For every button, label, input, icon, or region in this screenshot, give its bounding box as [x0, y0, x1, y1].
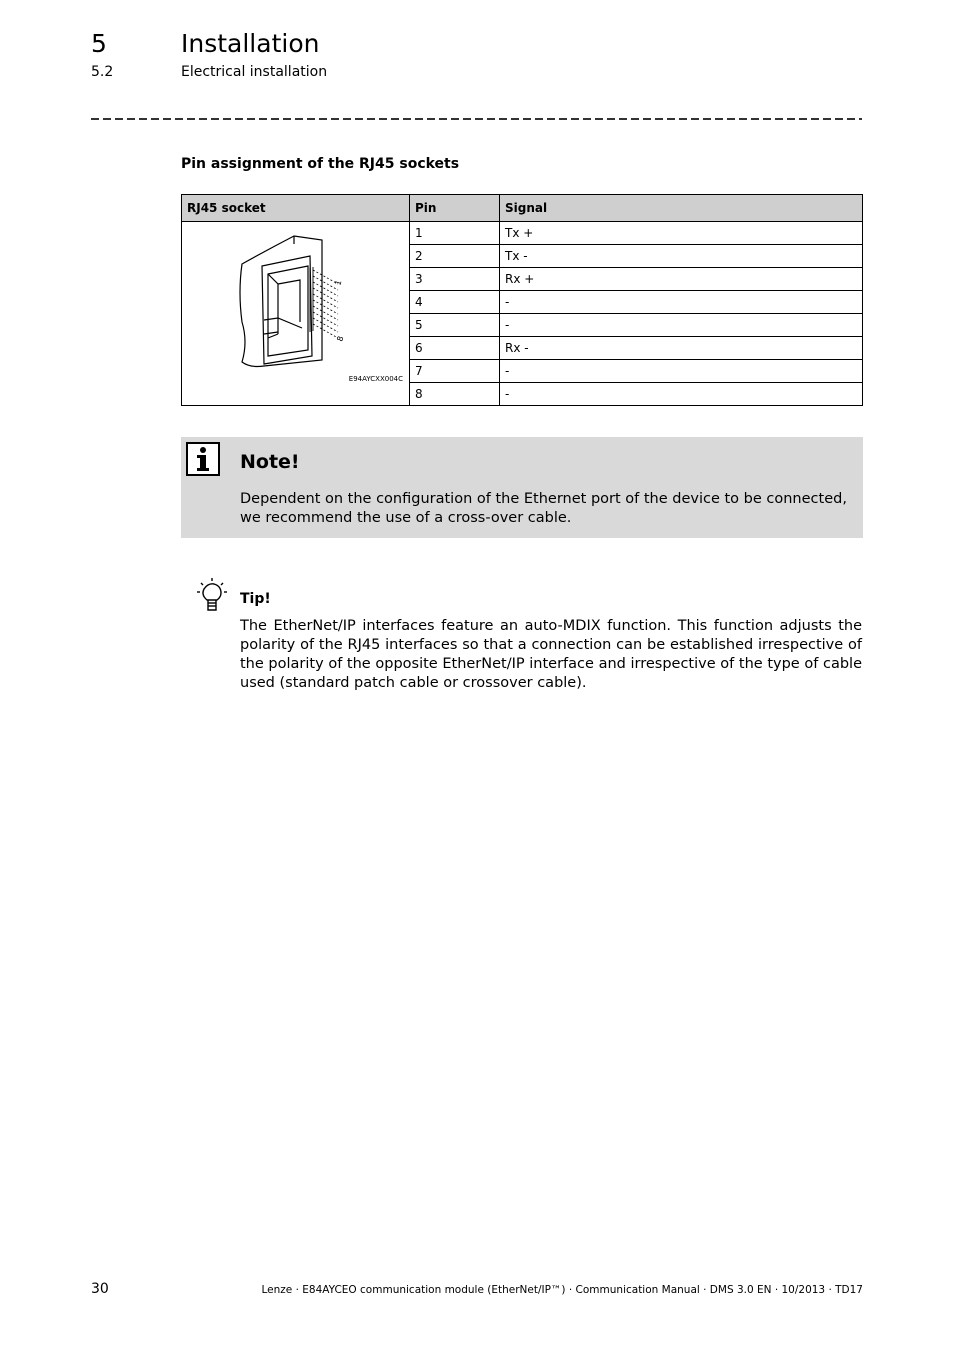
- footer-text: Lenze · E84AYCEO communication module (EtherNet/IP™) · Communication Manual · DMS 3.0 EN · 10/2013 · TD17: [261, 1284, 863, 1296]
- figure-code: E94AYCXX004C: [348, 375, 403, 383]
- pin-label-first: 1: [333, 278, 344, 287]
- signal-cell: Rx -: [500, 337, 863, 360]
- signal-cell: -: [500, 291, 863, 314]
- column-header-signal: Signal: [500, 195, 863, 222]
- rj45-socket-figure: [182, 222, 410, 406]
- info-icon: [186, 442, 220, 476]
- signal-cell: -: [500, 314, 863, 337]
- tip-title: Tip!: [240, 591, 271, 607]
- signal-cell: Rx +: [500, 268, 863, 291]
- column-header-socket: RJ45 socket: [182, 195, 410, 222]
- section-title: Electrical installation: [181, 64, 328, 80]
- note-title: Note!: [240, 451, 300, 473]
- header-divider: [91, 118, 862, 120]
- signal-cell: Tx -: [500, 245, 863, 268]
- pin-assignment-table: [181, 194, 863, 406]
- lightbulb-icon: [196, 578, 228, 614]
- signal-cell: -: [500, 383, 863, 406]
- tip-text: The EtherNet/IP interfaces feature an auto-MDIX function. This function adjusts the polarity of the RJ45 interfaces so that a connection can be established irrespective of the polarity of the opposite EtherNet/IP interface and irrespective of the type of cable used (standard patch cable or crossover cable).: [240, 618, 862, 691]
- signal-cell: Tx +: [500, 222, 863, 245]
- table-row: [182, 222, 863, 245]
- chapter-number: 5: [91, 29, 107, 58]
- section-heading: Pin assignment of the RJ45 sockets: [181, 156, 460, 172]
- pin-cell: 6: [410, 337, 500, 360]
- chapter-title: Installation: [181, 29, 320, 58]
- section-number: 5.2: [91, 64, 114, 80]
- pin-cell: 8: [410, 383, 500, 406]
- pin-cell: 3: [410, 268, 500, 291]
- pin-cell: 1: [410, 222, 500, 245]
- pin-cell: 5: [410, 314, 500, 337]
- pin-cell: 4: [410, 291, 500, 314]
- pin-cell: 7: [410, 360, 500, 383]
- page-number: 30: [91, 1281, 109, 1297]
- note-text: Dependent on the configuration of the Ethernet port of the device to be connected, we recommend the use of a cross-over cable.: [240, 491, 847, 526]
- table-header-row: [182, 195, 863, 222]
- signal-cell: -: [500, 360, 863, 383]
- column-header-pin: Pin: [410, 195, 500, 222]
- pin-label-last: 8: [335, 334, 346, 343]
- pin-cell: 2: [410, 245, 500, 268]
